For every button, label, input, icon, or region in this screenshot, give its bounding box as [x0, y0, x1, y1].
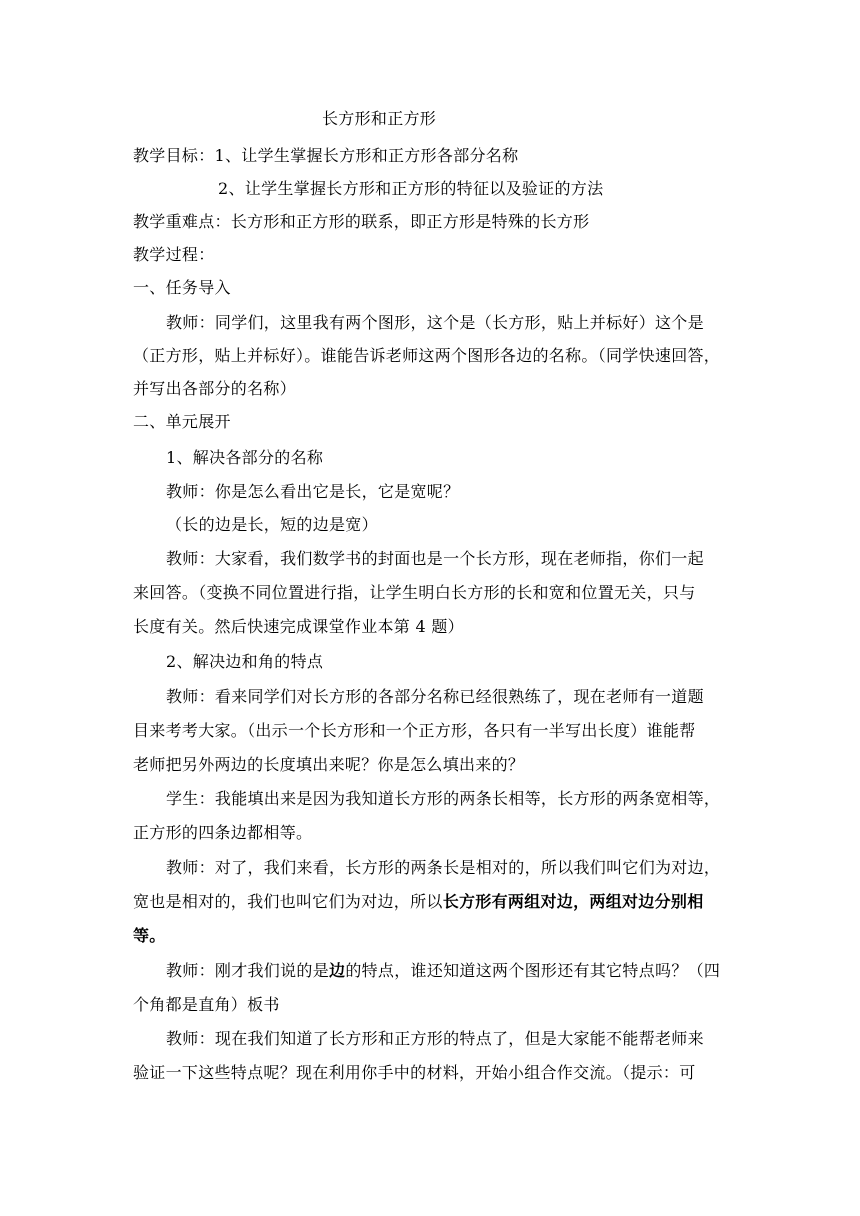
section-2-heading: 二、单元展开	[133, 412, 231, 431]
bold-text-run: 边	[329, 961, 346, 980]
paragraph-line: 正方形的四条边都相等。	[133, 823, 313, 842]
paragraph-line: 教师：对了，我们来看，长方形的两条长是相对的，所以我们叫它们为对边，	[166, 858, 721, 877]
paragraph-line: 教师：同学们，这里我有两个图形，这个是（长方形，贴上并标好）这个是	[166, 313, 704, 332]
paragraph-line: 学生：我能填出来是因为我知道长方形的两条长相等，长方形的两条宽相等，	[166, 789, 721, 808]
objective-2: 2、让学生掌握长方形和正方形的特征以及验证的方法	[218, 179, 604, 198]
section-1-heading: 一、任务导入	[133, 278, 231, 297]
paragraph-line: 来回答。（变换不同位置进行指，让学生明白长方形的长和宽和位置无关，只与	[133, 583, 696, 602]
objective-line-1	[133, 145, 518, 167]
paragraph-line: 个角都是直角）板书	[133, 995, 280, 1014]
paragraph-line	[133, 925, 166, 947]
text-run: 的特点，谁还知道这两个图形还有其它特点吗？（四	[345, 961, 721, 980]
bold-text-run: 等。	[133, 926, 166, 945]
paragraph-line: 验证一下这些特点呢？现在利用你手中的材料，开始小组合作交流。（提示：可	[133, 1063, 696, 1082]
key-point: 教学重难点：长方形和正方形的联系，即正方形是特殊的长方形	[133, 212, 590, 231]
paragraph-line	[166, 960, 720, 982]
text-run: 宽也是相对的，我们也叫它们为对边，所以	[133, 892, 443, 911]
text-run: 教师：刚才我们说的是	[166, 961, 330, 980]
paragraph-line: （长的边是长，短的边是宽）	[166, 515, 378, 534]
paragraph-line: 长度有关。然后快速完成课堂作业本第 4 题）	[133, 617, 464, 636]
paragraph-line: 教师：看来同学们对长方形的各部分名称已经很熟练了，现在老师有一道题	[166, 687, 704, 706]
paragraph-line: 教师：你是怎么看出它是长，它是宽呢？	[166, 482, 460, 501]
paragraph-line: 目来考考大家。（出示一个长方形和一个正方形，各只有一半写出长度）谁能帮	[133, 721, 696, 740]
paragraph-line: （正方形，贴上并标好）。谁能告诉老师这两个图形各边的名称。（同学快速回答，	[133, 346, 721, 365]
objective-1: 1、让学生掌握长方形和正方形各部分名称	[214, 146, 519, 165]
paragraph-line	[133, 891, 704, 913]
paragraph-line: 教师：现在我们知道了长方形和正方形的特点了，但是大家能不能帮老师来	[166, 1029, 704, 1048]
process-heading: 教学过程：	[133, 245, 215, 264]
objective-label: 教学目标：	[133, 146, 215, 165]
bold-text-run: 长方形有两组对边，两组对边分别相	[442, 892, 704, 911]
paragraph-line: 并写出各部分的名称）	[133, 379, 297, 398]
paragraph-line: 老师把另外两边的长度填出来呢？你是怎么填出来的？	[133, 755, 525, 774]
paragraph-line: 教师：大家看，我们数学书的封面也是一个长方形，现在老师指，你们一起	[166, 549, 704, 568]
sub-2-heading: 2、解决边和角的特点	[166, 652, 324, 671]
sub-1-heading: 1、解决各部分的名称	[166, 448, 324, 467]
document-title: 长方形和正方形	[322, 109, 437, 128]
